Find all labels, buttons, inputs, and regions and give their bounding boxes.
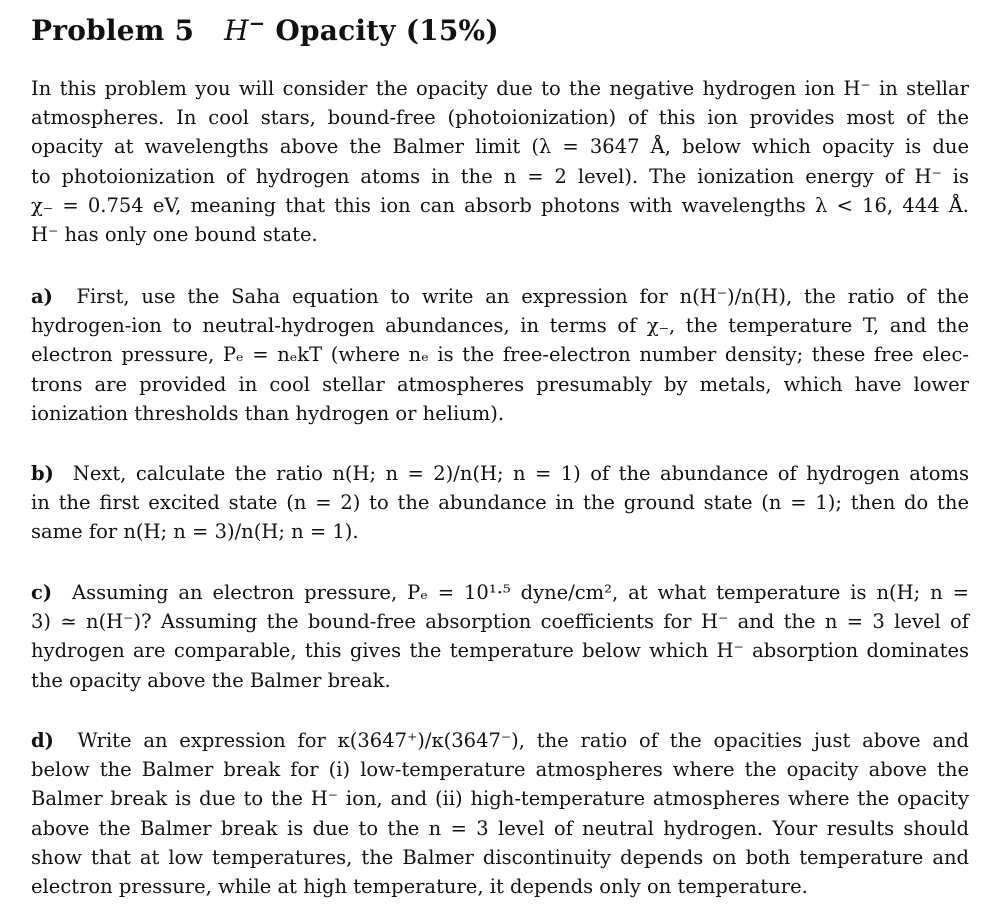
part-c-line: the opacity above the Balmer break. xyxy=(31,668,391,692)
problem-number: Problem 5 xyxy=(31,14,195,47)
part-c-line: hydrogen are comparable, this gives the temperature below which H⁻ absorption dominates xyxy=(31,639,969,663)
part-a-line: electron pressure, Pₑ = nₑkT (where nₑ is the free-electron number density; these free elec- xyxy=(31,343,969,367)
intro-line: atmospheres. In cool stars, bound-free (photoionization) of this ion provides most of the xyxy=(31,106,969,130)
part-d xyxy=(31,726,969,901)
intro-line: to photoionization of hydrogen atoms in the n = 2 level). The ionization energy of H⁻ is xyxy=(31,164,969,188)
intro-paragraph xyxy=(31,74,969,249)
intro-line: opacity at wavelengths above the Balmer limit (λ = 3647 Å, below which opacity is due xyxy=(31,135,969,159)
part-d-line: below the Balmer break for (i) low-temperature atmospheres where the opacity above the xyxy=(31,758,969,782)
title-ion-symbol: H xyxy=(224,14,249,47)
part-a-line: hydrogen-ion to neutral-hydrogen abundances, in terms of χ₋, the temperature T, and the xyxy=(31,314,969,338)
part-a-line: trons are provided in cool stellar atmospheres presumably by metals, which have lower xyxy=(31,372,969,396)
part-d-line: above the Balmer break is due to the n = 3 level of neutral hydrogen. Your results should xyxy=(31,816,969,840)
problem-title xyxy=(31,14,499,47)
intro-line: H⁻ has only one bound state. xyxy=(31,223,318,247)
part-a xyxy=(31,282,969,428)
part-c-text: Assuming an electron pressure, Pₑ = 10¹·⁵ dyne/cm², at what temperature is n(H; n = xyxy=(72,581,969,604)
part-b-line: in the first excited state (n = 2) to the abundance in the ground state (n = 1); then do the xyxy=(31,491,969,515)
part-d-line: electron pressure, while at high temperature, it depends only on temperature. xyxy=(31,875,808,899)
part-b-label: b) xyxy=(31,462,54,485)
part-a-text: First, use the Saha equation to write an expression for n(H⁻)/n(H), the ratio of the xyxy=(76,285,969,308)
part-a-label: a) xyxy=(31,285,53,308)
part-c-line: 3) ≃ n(H⁻)? Assuming the bound-free absorption coefficients for H⁻ and the n = 3 level of xyxy=(31,610,969,634)
title-ion-charge: − xyxy=(248,12,266,36)
part-d-text: Write an expression for κ(3647⁺)/κ(3647⁻), the ratio of the opacities just above and xyxy=(77,729,969,752)
part-b xyxy=(31,459,969,547)
intro-line: In this problem you will consider the opacity due to the negative hydrogen ion H⁻ in stellar xyxy=(31,77,969,100)
part-c-label: c) xyxy=(31,581,53,604)
intro-line: χ₋ = 0.754 eV, meaning that this ion can absorb photons with wavelengths λ < 16, 444 Å. xyxy=(31,193,969,217)
part-d-line xyxy=(31,726,969,755)
part-d-line: Balmer break is due to the H⁻ ion, and (ii) high-temperature atmospheres where the opacity xyxy=(31,787,969,811)
part-c-line xyxy=(31,578,969,607)
part-d-line: show that at low temperatures, the Balmer discontinuity depends on both temperature and xyxy=(31,845,969,869)
title-topic: Opacity (15%) xyxy=(275,14,499,47)
part-b-line: same for n(H; n = 3)/n(H; n = 1). xyxy=(31,520,359,544)
part-c xyxy=(31,578,969,695)
part-b-line xyxy=(31,459,969,488)
part-a-line xyxy=(31,282,969,311)
part-d-label: d) xyxy=(31,729,54,752)
part-a-line: ionization thresholds than hydrogen or helium). xyxy=(31,401,505,425)
part-b-text: Next, calculate the ratio n(H; n = 2)/n(H; n = 1) of the abundance of hydrogen atoms xyxy=(72,462,969,485)
